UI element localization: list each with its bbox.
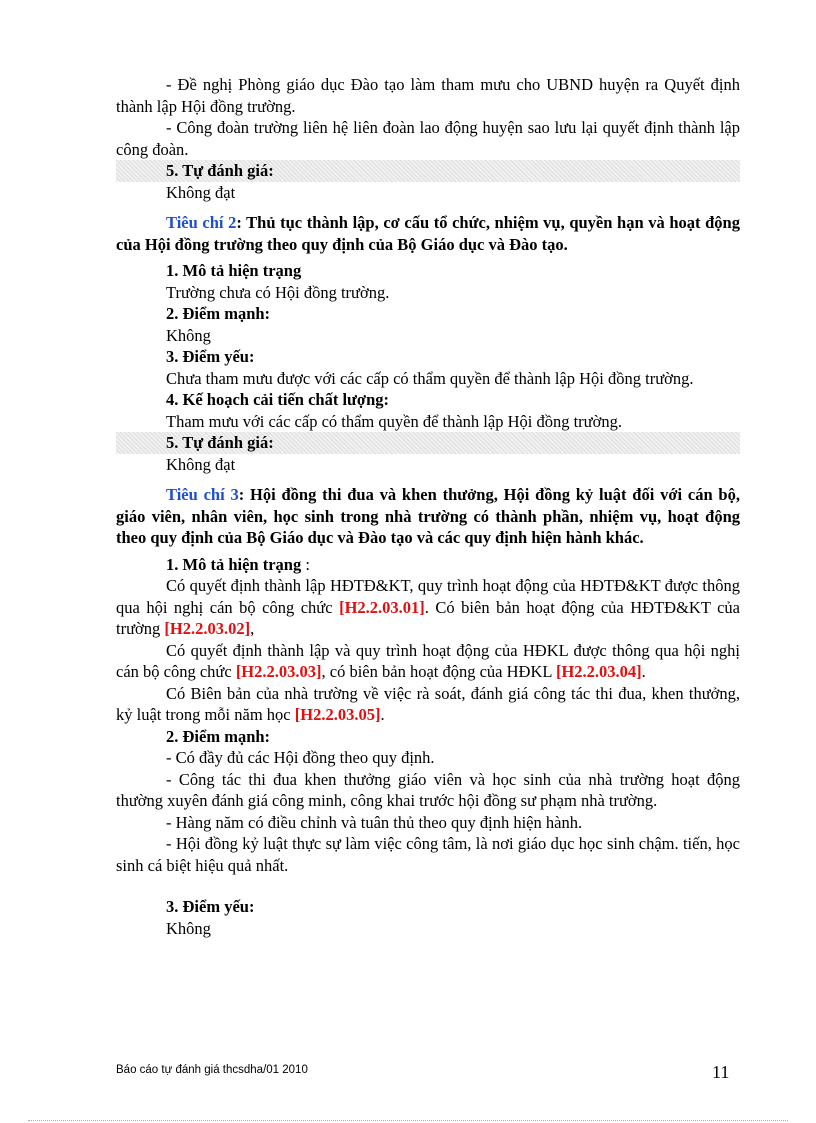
c2-section-4-heading: 4. Kế hoạch cải tiến chất lượng: xyxy=(166,390,389,409)
c3-p3-text-b: . xyxy=(380,705,385,724)
evidence-ref-4: [H2.2.03.04] xyxy=(555,662,642,681)
c2-section-4-text: Tham mưu với các cấp có thẩm quyền để thành lập Hội đồng trường. xyxy=(166,411,622,431)
evidence-ref-3: [H2.2.03.03] xyxy=(235,662,322,681)
c3-strength-2: - Công tác thi đua khen thưởng giáo viên và học sinh của nhà trường hoạt động thường xuyên đánh giá công minh, công khai trước hội đồng sư phạm nhà trường. xyxy=(116,769,740,810)
page-bottom-divider xyxy=(28,1120,788,1121)
c3-p2-text-c: . xyxy=(641,662,646,681)
criterion-2-label: Tiêu chí 2 xyxy=(166,213,237,232)
c2-section-3-text: Chưa tham mưu được với các cấp có thẩm quyền để thành lập Hội đồng trường. xyxy=(166,368,694,388)
intro-paragraph-2: - Công đoàn trường liên hệ liên đoàn lao động huyện sao lưu lại quyết định thành lập công đoàn. xyxy=(116,118,740,159)
criterion-3-text: : Hội đồng thi đua và khen thưởng, Hội đồng kỷ luật đối với cán bộ, giáo viên, nhân viên, học sinh trong nhà trường có thành phần, nhiệm vụ, hoạt động theo quy định của Bộ Giáo dục và Đào tạo và các quy định hiện hành khác. xyxy=(116,485,740,547)
c3-p3-text-a: Có Biên bản của nhà trường về việc rà soát, đánh giá công tác thi đua, khen thưởng, kỷ luật trong mỗi năm học xyxy=(116,683,740,724)
c2-section-2-heading: 2. Điểm mạnh: xyxy=(166,304,271,323)
c2-section-3-heading: 3. Điểm yếu: xyxy=(166,347,255,366)
c3-p1-text-a: Có quyết định thành lập HĐTĐ&KT, quy trình hoạt động của HĐTĐ&KT được thông qua hội nghị cán bộ công chức xyxy=(116,576,740,617)
c3-strength-4: - Hội đồng kỷ luật thực sự làm việc công tâm, là nơi giáo dục học sinh chậm. tiến, học sinh cá biệt hiệu quả nhất. xyxy=(116,834,740,875)
footer-page-number: 11 xyxy=(712,1062,730,1082)
spacer xyxy=(116,876,740,896)
self-eval-value: Không đạt xyxy=(166,182,236,202)
c3-section-1-heading-line xyxy=(116,554,740,576)
criterion-3-title xyxy=(116,484,740,549)
c3-section-3-text: Không xyxy=(166,918,211,938)
c3-paragraph-2 xyxy=(116,640,740,683)
evidence-ref-2: [H2.2.03.02] xyxy=(164,619,251,638)
c3-section-3-heading: 3. Điểm yếu: xyxy=(166,897,255,916)
c3-p2-text-b: , có biên bản hoạt động của HĐKL xyxy=(321,662,556,681)
c3-strength-1: - Có đầy đủ các Hội đồng theo quy định. xyxy=(166,748,435,767)
c3-strength-3: - Hàng năm có điều chỉnh và tuân thủ theo quy định hiện hành. xyxy=(166,812,583,832)
c3-paragraph-1 xyxy=(116,575,740,640)
criterion-3-label: Tiêu chí 3 xyxy=(166,485,239,504)
c2-section-1-heading: 1. Mô tả hiện trạng xyxy=(166,261,302,280)
criterion-2-text: : Thủ tục thành lập, cơ cấu tổ chức, nhiệm vụ, quyền hạn và hoạt động của Hội đồng trường theo quy định của Bộ Giáo dục và Đào tạo. xyxy=(116,213,740,254)
c3-paragraph-3 xyxy=(116,683,740,726)
evidence-ref-5: [H2.2.03.05] xyxy=(294,705,381,724)
footer-document-name: Báo cáo tự đánh giá thcsdha/01 2010 xyxy=(116,1064,308,1076)
c3-section-1-heading: 1. Mô tả hiện trạng xyxy=(166,554,302,574)
evidence-ref-1: [H2.2.03.01] xyxy=(339,597,425,617)
document-body xyxy=(116,74,740,939)
c3-p1-text-b: . Có biên bản hoạt động của HĐTĐ&KT của trường xyxy=(116,597,741,638)
c2-section-5-heading: 5. Tự đánh giá: xyxy=(116,432,740,454)
c2-section-2-text: Không xyxy=(166,325,211,345)
c3-section-1-colon: : xyxy=(301,554,310,574)
c3-p1-text-c: , xyxy=(250,619,255,638)
c2-section-1-text: Trường chưa có Hội đồng trường. xyxy=(166,282,390,302)
criterion-2-title xyxy=(116,212,740,255)
c2-section-5-text: Không đạt xyxy=(166,454,236,474)
self-eval-heading: 5. Tự đánh giá: xyxy=(116,160,740,182)
intro-paragraph-1: - Đề nghị Phòng giáo dục Đào tạo làm tham mưu cho UBND huyện ra Quyết định thành lập Hội đồng trường. xyxy=(116,75,740,116)
c3-p2-text-a: Có quyết định thành lập và quy trình hoạt động của HĐKL được thông qua hội nghị cán bộ công chức xyxy=(116,640,740,681)
c3-section-2-heading: 2. Điểm mạnh: xyxy=(166,726,271,746)
